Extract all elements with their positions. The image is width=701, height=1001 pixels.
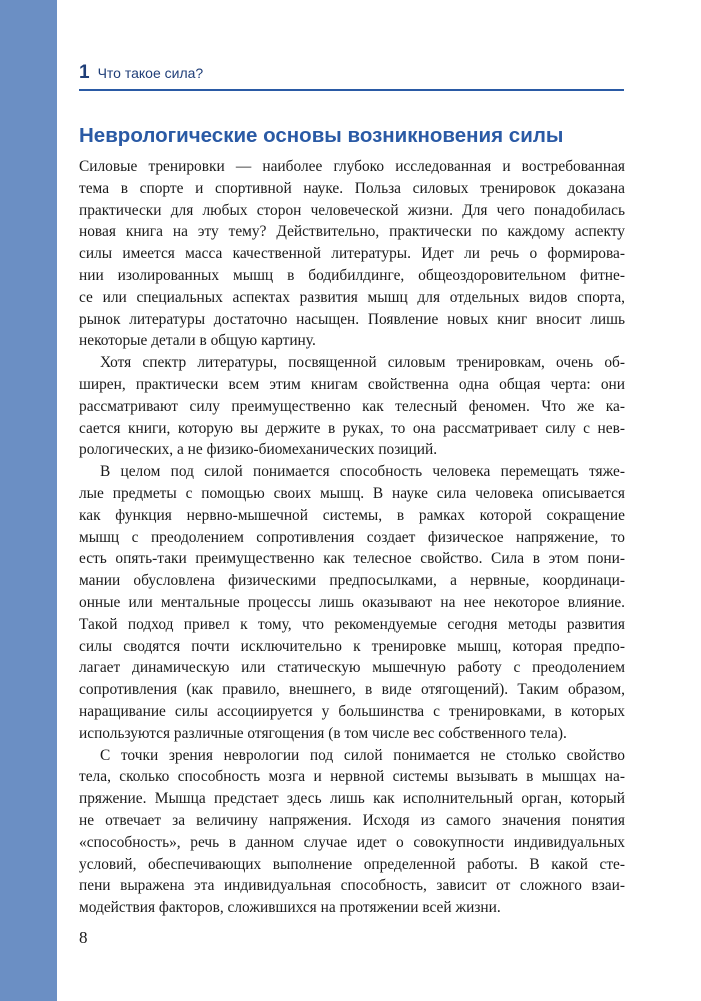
- text-line: лые предметы с помощью своих мышц. В науке сила человека описывается: [79, 484, 625, 502]
- text-line: рологических, а не физико-биомеханических позиций.: [79, 441, 438, 459]
- text-line: сается книги, которую вы держите в руках, то она рассматривает силу с нев-: [79, 419, 625, 437]
- text-line: С точки зрения неврологии под силой понимается не столько свойство: [100, 746, 625, 764]
- body-text: [79, 156, 625, 919]
- page-edge-color-bar: [0, 0, 57, 1001]
- text-line: нии изолированных мышц в бодибилдинге, общеоздоровительном фитне-: [79, 266, 625, 284]
- text-line: новая книга на эту тему? Действительно, практически по каждому аспекту: [79, 223, 625, 241]
- text-line: условий, обеспечивающих выполнение определенной работы. В какой сте-: [79, 855, 625, 873]
- header-divider: [79, 89, 624, 91]
- text-line: наращивание силы ассоциируется у большинства с тренировками, в которых: [79, 702, 625, 720]
- text-line: тела, сколько способность мозга и нервной системы вызывать в мышцах на-: [79, 768, 625, 786]
- text-line: некоторые детали в общую картину.: [79, 332, 316, 350]
- text-line: онные или ментальные процессы лишь оказывают на нее некоторое влияние.: [79, 593, 625, 611]
- text-line: пени выражена эта индивидуальная способность, зависит от сложного взаи-: [79, 877, 625, 895]
- paragraph: [79, 745, 625, 919]
- text-line: практически для любых сторон человеческой жизни. Для чего понадобилась: [79, 201, 625, 219]
- page-number: 8: [79, 928, 88, 947]
- paragraph: [79, 461, 625, 744]
- chapter-title: Что такое сила?: [97, 65, 204, 81]
- text-line: тема в спорте и спортивной науке. Польза силовых тренировок доказана: [79, 179, 625, 197]
- text-line: сопротивления (как правило, внешнего, в виде отягощений). Таким образом,: [79, 681, 625, 699]
- text-line: рынок литературы достаточно насыщен. Появление новых книг вносит лишь: [79, 310, 625, 328]
- text-line: модействия факторов, сложившихся на протяжении всей жизни.: [79, 899, 501, 917]
- text-line: силы сводятся почти исключительно к тренировке мышц, которая предпо-: [79, 637, 625, 655]
- text-line: се или специальных аспектах развития мышц для отдельных видов спорта,: [79, 288, 625, 306]
- text-line: лагает динамическую или статическую мышечную работу с преодолением: [79, 659, 625, 677]
- paragraph: [79, 352, 625, 461]
- text-line: Силовые тренировки — наиболее глубоко исследованная и востребованная: [79, 158, 625, 175]
- text-line: пряжение. Мышца предстает здесь лишь как исполнительный орган, который: [79, 790, 625, 808]
- text-line: «способность», речь в данном случае идет о совокупности индивидуальных: [79, 833, 625, 851]
- text-line: рассматривают силу преимущественно как телесный феномен. Что же ка-: [79, 397, 625, 415]
- text-line: Хотя спектр литературы, посвященной силовым тренировкам, очень об-: [100, 354, 625, 372]
- text-line: используются различные отягощения (в том числе вес собственного тела).: [79, 724, 567, 742]
- text-line: силы имеется масса качественной литературы. Идет ли речь о формирова-: [79, 245, 625, 263]
- chapter-number: 1: [79, 62, 90, 83]
- paragraph: [79, 156, 625, 352]
- text-line: как функция нервно-мышечной системы, в рамках которой сокращение: [79, 506, 625, 524]
- section-heading: Неврологические основы возникновения силы: [79, 124, 564, 147]
- text-line: не отвечает за величину напряжения. Исходя из самого значения понятия: [79, 811, 625, 829]
- text-line: есть опять-таки преимущественно как телесное свойство. Сила в этом пони-: [79, 550, 625, 568]
- text-line: Такой подход привел к тому, что рекомендуемые сегодня методы развития: [79, 615, 625, 633]
- text-line: В целом под силой понимается способность человека перемещать тяже-: [100, 463, 625, 481]
- text-line: ширен, практически всем этим книгам свойственна одна общая черта: они: [79, 375, 625, 393]
- running-header: [79, 62, 203, 88]
- text-line: мышц с преодолением сопротивления создает физическое напряжение, то: [79, 528, 625, 546]
- text-line: мании обусловлена физическими предпосылками, а нервные, координаци-: [79, 572, 625, 590]
